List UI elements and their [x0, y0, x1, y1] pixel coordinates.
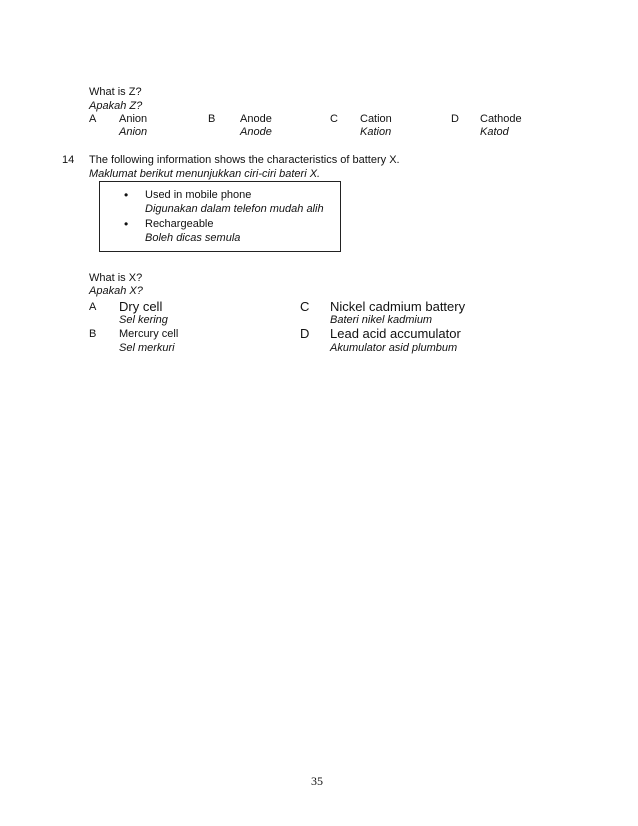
q14-option-letter: A [89, 301, 97, 313]
bullet-icon: • [124, 188, 129, 202]
q13-option-ms: Anode [240, 126, 272, 138]
q13-option-letter: D [451, 113, 459, 125]
q13-option-en: Cathode [480, 113, 522, 125]
q14-stem-en: The following information shows the characteristics of battery X. [89, 154, 400, 166]
q14-option-en: Mercury cell [119, 328, 179, 340]
q14-number: 14 [62, 154, 75, 166]
q13-option-letter: B [208, 113, 216, 125]
q14-option-letter: D [300, 326, 310, 341]
q13-option-ms: Kation [360, 126, 392, 138]
page-number: 35 [311, 774, 323, 788]
q14-option-ms: Sel kering [119, 314, 168, 326]
info-box [99, 181, 341, 252]
q14-option-en: Nickel cadmium battery [330, 299, 466, 314]
info-item-en: Rechargeable [145, 218, 214, 230]
q14-option-ms: Bateri nikel kadmium [330, 314, 433, 326]
info-item-en: Used in mobile phone [145, 189, 252, 201]
q14-option-ms: Sel merkuri [119, 342, 175, 354]
q13-option-letter: C [330, 113, 338, 125]
q14-stem-ms: Maklumat berikut menunjukkan ciri-ciri bateri X. [89, 168, 321, 180]
q14-question-ms: Apakah X? [89, 285, 143, 297]
q13-option-en: Cation [360, 113, 392, 125]
bullet-icon: • [124, 217, 129, 231]
q13-question-ms: Apakah Z? [89, 100, 143, 112]
q14-option-ms: Akumulator asid plumbum [330, 342, 458, 354]
info-item-ms: Boleh dicas semula [145, 232, 241, 244]
q14-option-letter: B [89, 328, 97, 340]
info-item-ms: Digunakan dalam telefon mudah alih [145, 203, 324, 215]
q13-option-ms: Anion [119, 126, 148, 138]
q14-question-en: What is X? [89, 272, 143, 284]
q14-option-en: Lead acid accumulator [330, 326, 461, 341]
q14-option-en: Dry cell [119, 299, 163, 314]
q13-question-en: What is Z? [89, 86, 142, 98]
q13-option-letter: A [89, 113, 97, 125]
q13-option-en: Anion [119, 113, 148, 125]
q13-option-ms: Katod [480, 126, 509, 138]
q13-option-en: Anode [240, 113, 272, 125]
q14-option-letter: C [300, 299, 310, 314]
